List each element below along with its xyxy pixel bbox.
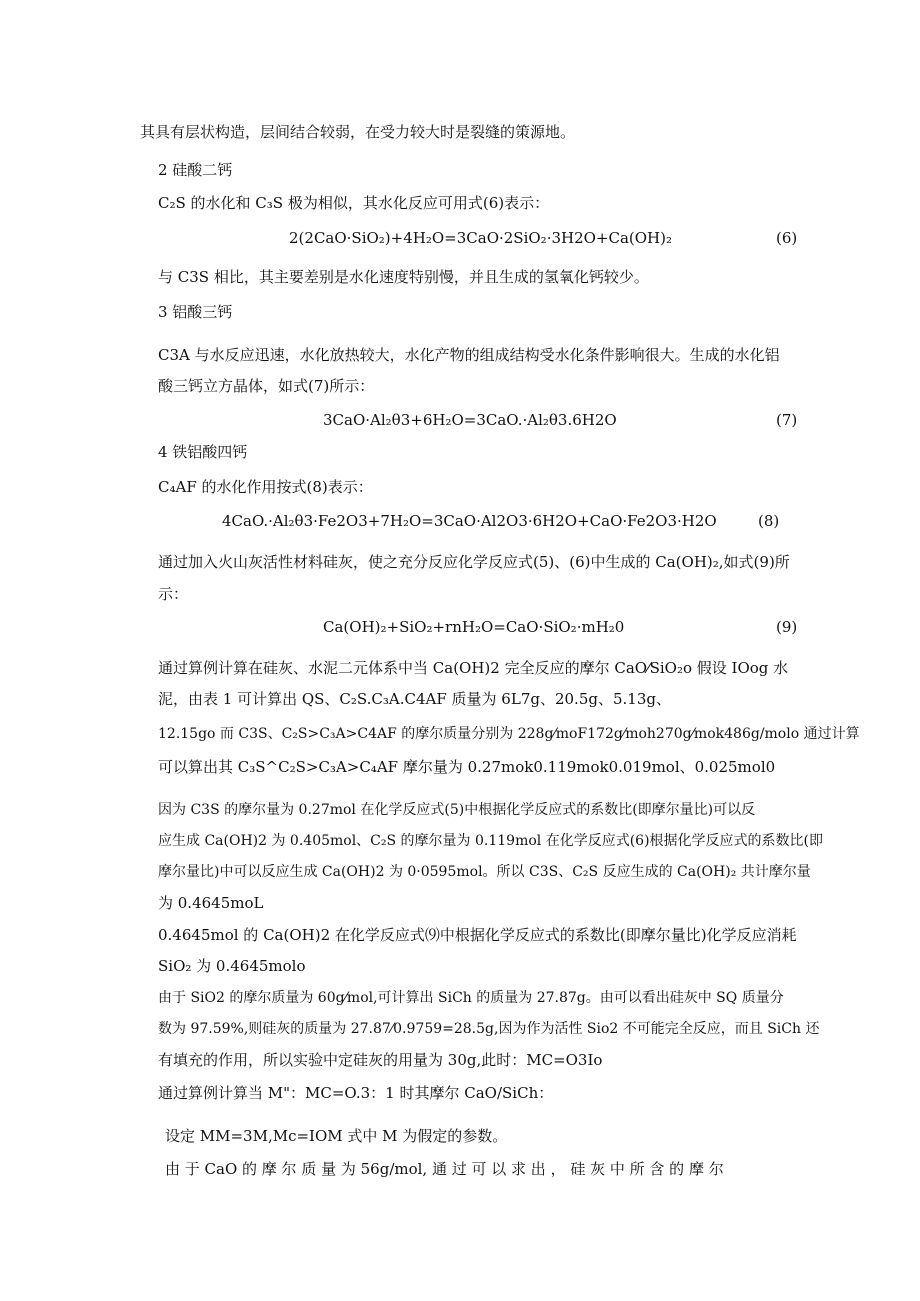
text-line: 应生成 Ca(OH)2 为 0.405mol、C₂S 的摩尔量为 0.119mol 在化学反应式(6)根据化学反应式的系数比(即	[158, 833, 824, 849]
text-line: SiO₂ 为 0.4645molo	[158, 957, 306, 975]
text-line: 因为 C3S 的摩尔量为 0.27mol 在化学反应式(5)中根据化学反应式的系数比(即摩尔量比)可以反	[158, 802, 756, 818]
section-heading: 2 硅酸二钙	[158, 161, 233, 179]
text-line: 0.4645mol 的 Ca(OH)2 在化学反应式⑼中根据化学反应式的系数比(即摩尔量比)化学反应消耗	[158, 926, 797, 944]
equation-number-7: (7)	[776, 411, 798, 429]
text-line: 数为 97.59%,则硅灰的质量为 27.87⁄0.9759=28.5g,因为作为活性 Sio2 不可能完全反应，而且 SiCh 还	[158, 1021, 820, 1037]
text-line: 设定 MM=3M,Mc=IOM 式中 M 为假定的参数。	[165, 1127, 508, 1145]
text-line: 可以算出其 C₃S^C₂S>C₃A>C₄AF 摩尔量为 0.27mok0.119mok0.019mol、0.025mol0	[158, 758, 776, 776]
text-line: 通过加入火山灰活性材料硅灰，使之充分反应化学反应式(5)、(6)中生成的 Ca(OH)₂,如式(9)所	[158, 553, 790, 571]
text-line: C₂S 的水化和 C₃S 极为相似，其水化反应可用式(6)表示：	[158, 194, 550, 212]
equation-8: 4CaO.·Al₂θ3·Fe2O3+7H₂O=3CaO·Al2O3·6H2O+CaO·Fe2O3·H2O	[222, 512, 717, 530]
text-line: 为 0.4645moL	[158, 894, 264, 912]
text-line: 12.15go 而 C3S、C₂S>C₃A>C4AF 的摩尔质量分别为 228g⁄moF172g⁄moh270g⁄mok486g/molo 通过计算	[158, 726, 860, 742]
text-line: 示：	[158, 585, 189, 603]
equation-number-8: (8)	[758, 512, 780, 530]
text-line: 与 C3S 相比，其主要差别是水化速度特别慢，并且生成的氢氧化钙较少。	[158, 268, 649, 286]
section-heading: 4 铁铝酸四钙	[158, 443, 248, 461]
text-line: 通过算例计算在硅灰、水泥二元体系中当 Ca(OH)2 完全反应的摩尔 CaO⁄SiO₂o 假设 IOog 水	[158, 659, 789, 677]
equation-6: 2(2CaO·SiO₂)+4H₂O=3CaO·2SiO₂·3H2O+Ca(OH)₂	[289, 229, 673, 247]
equation-7: 3CaO·Al₂θ3+6H₂O=3CaO.·Al₂θ3.6H2O	[323, 411, 617, 429]
equation-9: Ca(OH)₂+SiO₂+rnH₂O=CaO·SiO₂·mH₂0	[323, 618, 625, 636]
text-line: 由 于 CaO 的 摩 尔 质 量 为 56g/mol, 通 过 可 以 求 出 ， 硅 灰 中 所 含 的 摩 尔	[165, 1160, 724, 1178]
text-line: 酸三钙立方晶体，如式(7)所示：	[158, 377, 375, 395]
section-heading: 3 铝酸三钙	[158, 303, 233, 321]
text-line: 泥，由表 1 可计算出 QS、C₂S.C₃A.C4AF 质量为 6L7g、20.5g、5.13g、	[158, 690, 671, 708]
text-line: 摩尔量比)中可以反应生成 Ca(OH)2 为 0·0595mol。所以 C3S、C₂S 反应生成的 Ca(OH)₂ 共计摩尔量	[158, 864, 811, 880]
equation-number-9: (9)	[776, 618, 798, 636]
text-line: 有填充的作用，所以实验中定硅灰的用量为 30g,此时：MC=O3Io	[158, 1051, 603, 1069]
equation-number-6: (6)	[776, 229, 798, 247]
text-line: C₄AF 的水化作用按式(8)表示：	[158, 478, 373, 496]
text-line: 通过算例计算当 M"：MC=O.3：1 时其摩尔 CaO/SiCh：	[158, 1084, 554, 1102]
text-line: 其具有层状构造，层间结合较弱，在受力较大时是裂缝的策源地。	[140, 123, 576, 141]
text-line: C3A 与水反应迅速，水化放热较大，水化产物的组成结构受水化条件影响很大。生成的水化铝	[158, 346, 780, 364]
text-line: 由于 SiO2 的摩尔质量为 60g⁄mol,可计算出 SiCh 的质量为 27.87g。由可以看出硅灰中 SQ 质量分	[158, 990, 784, 1006]
